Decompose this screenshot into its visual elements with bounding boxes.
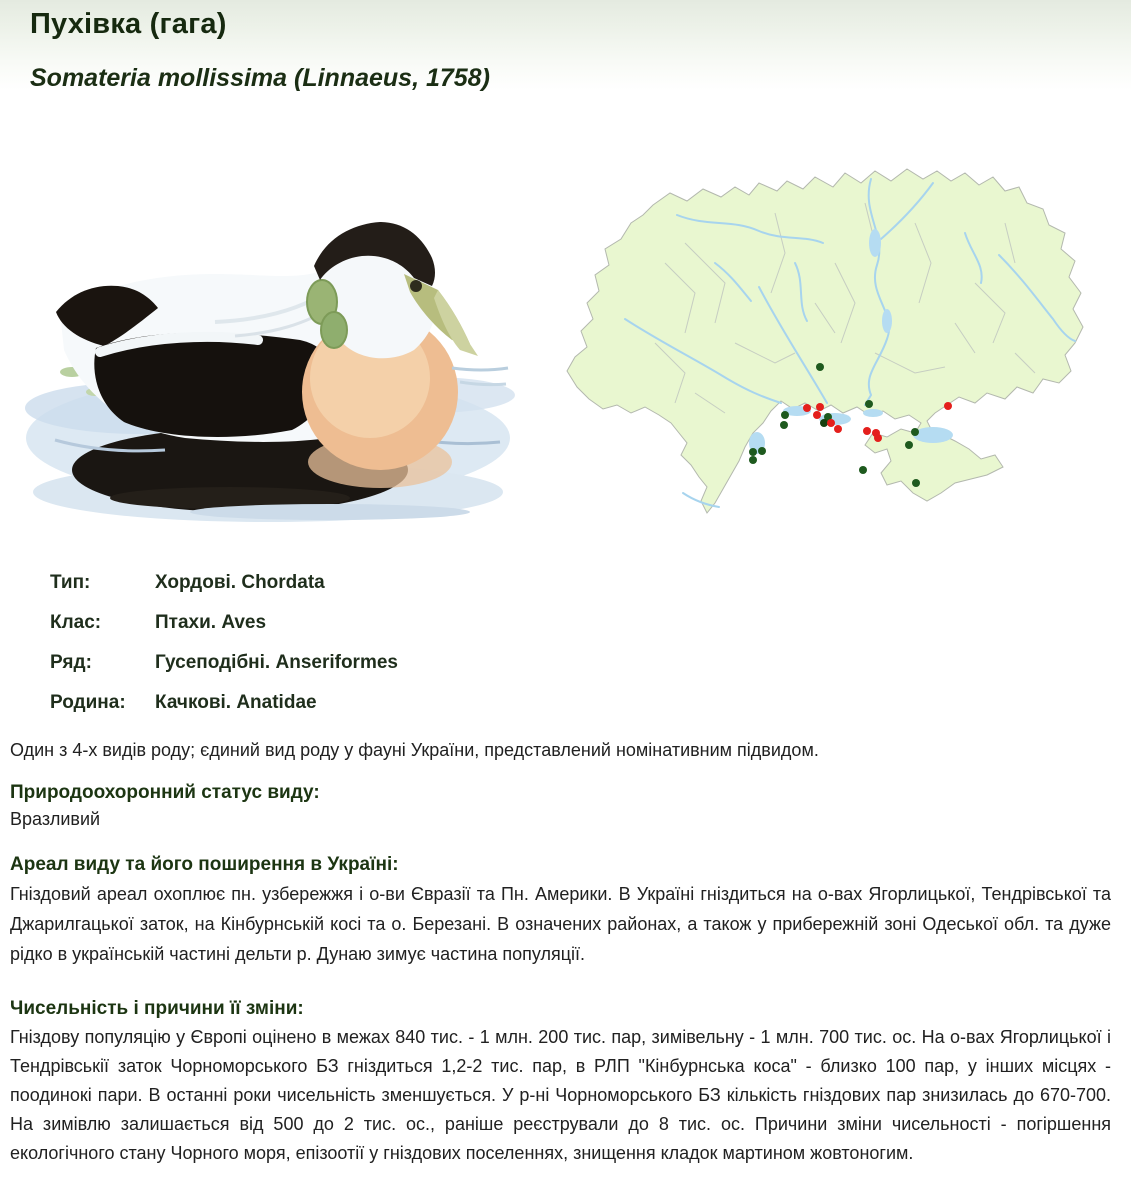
taxonomy-row bbox=[50, 563, 1111, 603]
taxonomy-table bbox=[50, 563, 1111, 723]
distribution-dot-green bbox=[865, 400, 873, 408]
taxonomy-value: Качкові. Anatidae bbox=[155, 692, 317, 713]
status-heading: Природоохоронний статус виду: bbox=[10, 782, 320, 803]
latin-name: Somateria mollissima (Linnaeus, 1758) bbox=[30, 64, 490, 92]
distribution-dot-red bbox=[827, 419, 835, 427]
ukraine-outline bbox=[567, 169, 1083, 513]
distribution-dot-green bbox=[758, 447, 766, 455]
distribution-dot-green bbox=[780, 421, 788, 429]
distribution-dot-red bbox=[834, 425, 842, 433]
intro-text: Один з 4-х видів роду; єдиний вид роду у фауні України, представлений номінативним підвидом. bbox=[10, 740, 819, 760]
distribution-dot-green bbox=[781, 411, 789, 419]
content bbox=[10, 563, 1111, 1168]
distribution-dot-red bbox=[816, 403, 824, 411]
numbers-heading: Чисельність і причини її зміни: bbox=[10, 998, 304, 1019]
distribution-dot-red bbox=[874, 434, 882, 442]
taxonomy-label: Клас: bbox=[50, 612, 102, 633]
ukraine-map-svg bbox=[535, 143, 1131, 543]
taxonomy-label: Тип: bbox=[50, 572, 91, 593]
distribution-dot-red bbox=[813, 411, 821, 419]
distribution-dot-green bbox=[749, 448, 757, 456]
distribution-dot-green bbox=[911, 428, 919, 436]
taxonomy-value: Птахи. Aves bbox=[155, 612, 267, 633]
eider-duck-illustration bbox=[0, 140, 530, 540]
taxonomy-value: Хордові. Chordata bbox=[155, 572, 325, 593]
numbers-text: Гніздову популяцію у Європі оцінено в межах 840 тис. - 1 млн. 200 тис. пар, зимівельну - 1 млн. 700 тис. ос. На о-вах Ягорлицької і Тендрівськії заток Чорноморського БЗ гніздиться 1,2-2 тис. пар, в РЛП "Кінбурнська коса" - близко 100 пар, у інших місцях - поодинокі пари. В останні роки чисельність зменшується. У р-ні Чорноморського БЗ кількість гніздових пар знизилась до 670-700. На зимівлю залишається від 500 до 2 тис. ос., раніше реєстрували до 8 тис. ос. Причини зміни чисельності - погіршення екологічного стану Чорного моря, епізоотії у гніздових поселеннях, знищення кладок мартином жовтоногим. bbox=[10, 1027, 1111, 1163]
ukraine-distribution-map bbox=[535, 143, 1131, 543]
range-heading: Ареал виду та його поширення в Україні: bbox=[10, 854, 399, 875]
taxonomy-label: Ряд: bbox=[50, 652, 92, 673]
distribution-dot-red bbox=[944, 402, 952, 410]
distribution-dot-green bbox=[859, 466, 867, 474]
range-text: Гніздовий ареал охоплює пн. узбережжя і о-ви Євразії та Пн. Америки. В Україні гніздиться на о-вах Ягорлицької, Тендрівської та Джарилгацької заток, на Кінбурнській косі та о. Березані. В означених районах, а також у прибережній зоні Одеської обл. та дуже рідко в українській частині дельти р. Дунаю зимує частина популяції. bbox=[10, 884, 1111, 964]
eider-duck-svg bbox=[0, 140, 530, 540]
distribution-dot-green bbox=[749, 456, 757, 464]
page-title: Пухівка (гага) bbox=[30, 8, 227, 40]
distribution-dot-red bbox=[803, 404, 811, 412]
distribution-dot-green bbox=[905, 441, 913, 449]
distribution-dot-darkgreen bbox=[820, 419, 828, 427]
taxonomy-row bbox=[50, 603, 1111, 643]
distribution-dot-red bbox=[863, 427, 871, 435]
taxonomy-label: Родина: bbox=[50, 692, 126, 713]
taxonomy-row bbox=[50, 643, 1111, 683]
distribution-dot-green bbox=[816, 363, 824, 371]
taxonomy-row bbox=[50, 683, 1111, 723]
taxonomy-value: Гусеподібні. Anseriformes bbox=[155, 652, 398, 673]
status-value: Вразливий bbox=[10, 809, 101, 829]
distribution-dot-green bbox=[912, 479, 920, 487]
